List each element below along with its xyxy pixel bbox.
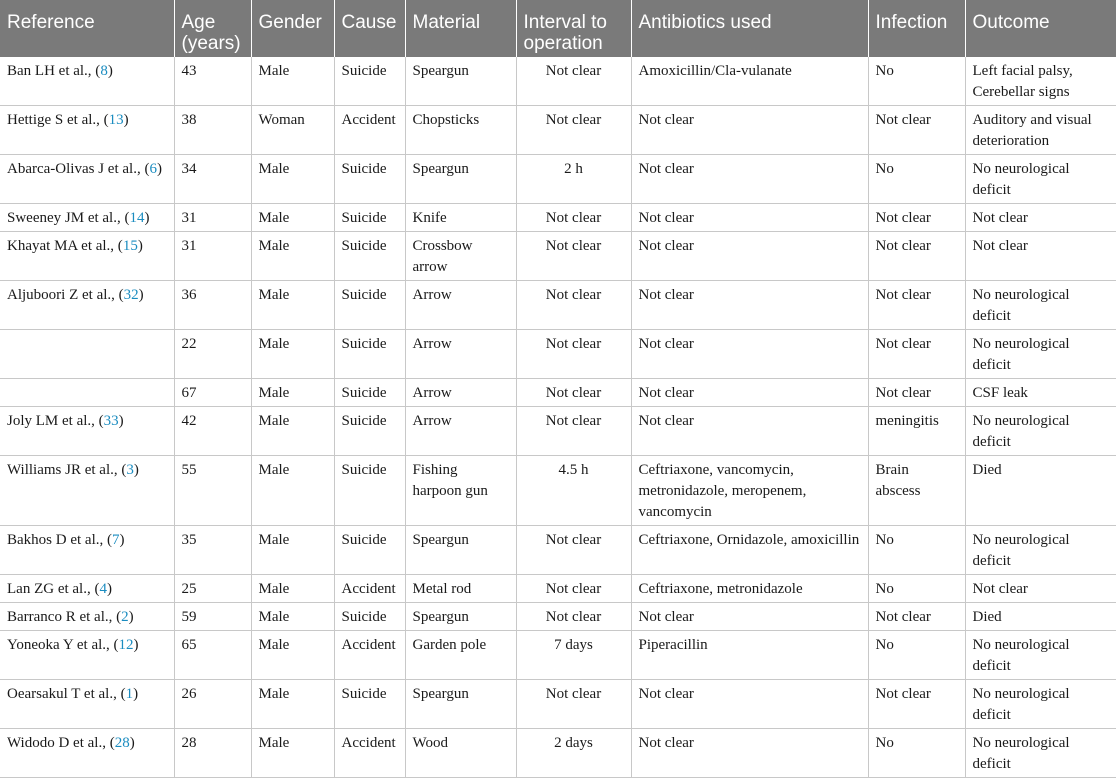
- cell-gender: Male: [251, 526, 334, 575]
- cell-cause: Accident: [334, 729, 405, 778]
- reference-author: Hettige S et al., (: [7, 112, 109, 128]
- header-infection: Infection: [868, 0, 965, 57]
- cell-gender: Male: [251, 281, 334, 330]
- cell-age: 35: [174, 526, 251, 575]
- cell-cause: Suicide: [334, 407, 405, 456]
- cell-outcome: No neurological deficit: [965, 526, 1116, 575]
- cell-cause: Suicide: [334, 680, 405, 729]
- cell-interval: Not clear: [516, 526, 631, 575]
- cell-outcome: No neurological deficit: [965, 631, 1116, 680]
- cell-material: Speargun: [405, 680, 516, 729]
- cell-cause: Suicide: [334, 379, 405, 407]
- cell-material: Speargun: [405, 526, 516, 575]
- cell-outcome: No neurological deficit: [965, 680, 1116, 729]
- table-row: [0, 232, 1116, 281]
- reference-author: Widodo D et al., (: [7, 735, 115, 751]
- cell-antibiotics: Ceftriaxone, metronidazole: [631, 575, 868, 603]
- cell-gender: Male: [251, 603, 334, 631]
- cell-material: Chopsticks: [405, 106, 516, 155]
- cell-material: Arrow: [405, 379, 516, 407]
- table-row: [0, 204, 1116, 232]
- cell-antibiotics: Not clear: [631, 729, 868, 778]
- cell-outcome: Died: [965, 603, 1116, 631]
- cell-material: Knife: [405, 204, 516, 232]
- header-outcome: Outcome: [965, 0, 1116, 57]
- reference-close: ): [144, 210, 150, 226]
- reference-author: Yoneoka Y et al., (: [7, 637, 119, 653]
- cell-material: Metal rod: [405, 575, 516, 603]
- reference-number-link[interactable]: 8: [100, 63, 108, 79]
- reference-close: ): [106, 581, 112, 597]
- reference-close: ): [133, 462, 139, 478]
- cell-antibiotics: Not clear: [631, 379, 868, 407]
- header-interval: Interval to operation: [516, 0, 631, 57]
- cell-gender: Male: [251, 680, 334, 729]
- cell-cause: Accident: [334, 631, 405, 680]
- reference-close: ): [133, 637, 139, 653]
- header-cause: Cause: [334, 0, 405, 57]
- cell-age: 67: [174, 379, 251, 407]
- cell-gender: Male: [251, 330, 334, 379]
- cell-antibiotics: Not clear: [631, 232, 868, 281]
- cell-age: 34: [174, 155, 251, 204]
- cell-antibiotics: Not clear: [631, 281, 868, 330]
- cell-age: 55: [174, 456, 251, 526]
- cell-material: Speargun: [405, 57, 516, 106]
- cell-age: 25: [174, 575, 251, 603]
- reference-author: Oearsakul T et al., (: [7, 686, 126, 702]
- cell-interval: Not clear: [516, 204, 631, 232]
- cell-antibiotics: Not clear: [631, 204, 868, 232]
- reference-close: ): [119, 532, 125, 548]
- cell-outcome: Left facial palsy, Cerebellar signs: [965, 57, 1116, 106]
- cell-gender: Male: [251, 232, 334, 281]
- cell-material: Arrow: [405, 281, 516, 330]
- cell-cause: Suicide: [334, 204, 405, 232]
- reference-author: Barranco R et al., (: [7, 609, 122, 625]
- table-row: [0, 456, 1116, 526]
- cell-material: Garden pole: [405, 631, 516, 680]
- cell-reference: [0, 526, 174, 575]
- cell-infection: No: [868, 631, 965, 680]
- cell-outcome: Died: [965, 456, 1116, 526]
- cell-outcome: Not clear: [965, 575, 1116, 603]
- cell-cause: Accident: [334, 575, 405, 603]
- cell-material: Speargun: [405, 603, 516, 631]
- cell-interval: Not clear: [516, 379, 631, 407]
- cell-age: 42: [174, 407, 251, 456]
- cell-cause: Suicide: [334, 155, 405, 204]
- cell-gender: Male: [251, 631, 334, 680]
- reference-close: ): [118, 413, 124, 429]
- cell-infection: No: [868, 155, 965, 204]
- reference-close: ): [133, 686, 139, 702]
- cell-cause: Suicide: [334, 57, 405, 106]
- cell-age: 31: [174, 232, 251, 281]
- cell-reference: [0, 232, 174, 281]
- cell-gender: Male: [251, 155, 334, 204]
- cell-cause: Suicide: [334, 526, 405, 575]
- cell-age: 28: [174, 729, 251, 778]
- cell-infection: Not clear: [868, 232, 965, 281]
- cell-interval: Not clear: [516, 330, 631, 379]
- cell-cause: Accident: [334, 106, 405, 155]
- cell-antibiotics: Ceftriaxone, Ornidazole, amoxicillin: [631, 526, 868, 575]
- header-age: Age (years): [174, 0, 251, 57]
- cell-age: 26: [174, 680, 251, 729]
- reference-number-link[interactable]: 13: [108, 112, 124, 128]
- table-row: [0, 106, 1116, 155]
- cell-age: 22: [174, 330, 251, 379]
- cell-outcome: No neurological deficit: [965, 407, 1116, 456]
- cell-cause: Suicide: [334, 232, 405, 281]
- cell-antibiotics: Not clear: [631, 680, 868, 729]
- cell-material: Arrow: [405, 330, 516, 379]
- table-row: [0, 575, 1116, 603]
- reference-close: ): [129, 735, 135, 751]
- cell-gender: Woman: [251, 106, 334, 155]
- cell-infection: Not clear: [868, 379, 965, 407]
- cell-interval: Not clear: [516, 106, 631, 155]
- table-row: [0, 526, 1116, 575]
- cell-gender: Male: [251, 407, 334, 456]
- cell-reference: [0, 106, 174, 155]
- reference-close: ): [128, 609, 134, 625]
- cell-interval: Not clear: [516, 281, 631, 330]
- cell-cause: Suicide: [334, 456, 405, 526]
- cell-material: Arrow: [405, 407, 516, 456]
- cell-outcome: No neurological deficit: [965, 330, 1116, 379]
- reference-number-link[interactable]: 2: [121, 609, 129, 625]
- cell-infection: Not clear: [868, 106, 965, 155]
- table-row: [0, 407, 1116, 456]
- reference-number-link[interactable]: 14: [129, 210, 145, 226]
- header-gender: Gender: [251, 0, 334, 57]
- cell-infection: No: [868, 526, 965, 575]
- cell-reference: [0, 407, 174, 456]
- table-row: [0, 680, 1116, 729]
- cell-infection: Not clear: [868, 680, 965, 729]
- reference-number-link[interactable]: 3: [126, 462, 134, 478]
- reference-number-link[interactable]: 33: [103, 413, 119, 429]
- cell-outcome: No neurological deficit: [965, 281, 1116, 330]
- reference-number-link[interactable]: 12: [118, 637, 134, 653]
- reference-author: Williams JR et al., (: [7, 462, 127, 478]
- cell-age: 43: [174, 57, 251, 106]
- reference-number-link[interactable]: 15: [122, 238, 138, 254]
- cell-gender: Male: [251, 204, 334, 232]
- cell-antibiotics: Not clear: [631, 603, 868, 631]
- reference-close: ): [137, 238, 143, 254]
- cell-interval: Not clear: [516, 57, 631, 106]
- cell-reference: [0, 603, 174, 631]
- cell-age: 36: [174, 281, 251, 330]
- cell-antibiotics: Not clear: [631, 106, 868, 155]
- cell-interval: Not clear: [516, 407, 631, 456]
- cell-reference: [0, 729, 174, 778]
- cell-interval: 7 days: [516, 631, 631, 680]
- table-row: [0, 330, 1116, 379]
- reference-number-link[interactable]: 32: [123, 287, 139, 303]
- cell-gender: Male: [251, 379, 334, 407]
- cell-reference: [0, 57, 174, 106]
- reference-number-link[interactable]: 6: [149, 161, 157, 177]
- cell-age: 59: [174, 603, 251, 631]
- cell-antibiotics: Not clear: [631, 407, 868, 456]
- cell-infection: Brain abscess: [868, 456, 965, 526]
- cell-outcome: Not clear: [965, 204, 1116, 232]
- cell-outcome: No neurological deficit: [965, 155, 1116, 204]
- cell-antibiotics: Ceftriaxone, vancomycin, metronidazole, meropenem, vancomycin: [631, 456, 868, 526]
- cell-gender: Male: [251, 575, 334, 603]
- table-row: [0, 57, 1116, 106]
- cell-gender: Male: [251, 57, 334, 106]
- reference-author: Ban LH et al., (: [7, 63, 101, 79]
- cell-reference: [0, 330, 174, 379]
- cell-infection: No: [868, 729, 965, 778]
- cell-interval: Not clear: [516, 603, 631, 631]
- cell-antibiotics: Not clear: [631, 155, 868, 204]
- cell-reference: [0, 456, 174, 526]
- reference-number-link[interactable]: 28: [114, 735, 130, 751]
- table-row: [0, 729, 1116, 778]
- cell-reference: [0, 155, 174, 204]
- cell-cause: Suicide: [334, 281, 405, 330]
- reference-author: Aljuboori Z et al., (: [7, 287, 124, 303]
- reference-close: ): [156, 161, 162, 177]
- cell-interval: Not clear: [516, 680, 631, 729]
- cell-antibiotics: Piperacillin: [631, 631, 868, 680]
- cell-infection: Not clear: [868, 204, 965, 232]
- cell-interval: 4.5 h: [516, 456, 631, 526]
- reference-author: Joly LM et al., (: [7, 413, 104, 429]
- table-row: [0, 155, 1116, 204]
- reference-close: ): [123, 112, 129, 128]
- reference-author: Lan ZG et al., (: [7, 581, 100, 597]
- cell-material: Fishing harpoon gun: [405, 456, 516, 526]
- cell-material: Wood: [405, 729, 516, 778]
- table-row: [0, 379, 1116, 407]
- cell-infection: No: [868, 575, 965, 603]
- cell-outcome: No neurological deficit: [965, 729, 1116, 778]
- cell-outcome: CSF leak: [965, 379, 1116, 407]
- cell-reference: [0, 204, 174, 232]
- cell-reference: [0, 680, 174, 729]
- cell-age: 65: [174, 631, 251, 680]
- cell-age: 31: [174, 204, 251, 232]
- cell-outcome: Not clear: [965, 232, 1116, 281]
- header-material: Material: [405, 0, 516, 57]
- cell-reference: [0, 575, 174, 603]
- cell-cause: Suicide: [334, 330, 405, 379]
- reference-number-link[interactable]: 7: [111, 532, 120, 548]
- cell-gender: Male: [251, 729, 334, 778]
- reference-author: Khayat MA et al., (: [7, 238, 123, 254]
- cell-antibiotics: Amoxicillin/Cla-vulanate: [631, 57, 868, 106]
- reference-number-link[interactable]: 1: [125, 686, 134, 702]
- cell-gender: Male: [251, 456, 334, 526]
- reference-number-link[interactable]: 4: [99, 581, 107, 597]
- cell-interval: 2 h: [516, 155, 631, 204]
- cell-material: Crossbow arrow: [405, 232, 516, 281]
- cell-interval: 2 days: [516, 729, 631, 778]
- table-row: [0, 603, 1116, 631]
- cell-infection: meningitis: [868, 407, 965, 456]
- cell-material: Speargun: [405, 155, 516, 204]
- cell-reference: [0, 281, 174, 330]
- reference-author: Sweeney JM et al., (: [7, 210, 130, 226]
- cell-interval: Not clear: [516, 575, 631, 603]
- table-row: [0, 631, 1116, 680]
- header-reference: Reference: [0, 0, 174, 57]
- cell-reference: [0, 379, 174, 407]
- cell-age: 38: [174, 106, 251, 155]
- cell-infection: Not clear: [868, 330, 965, 379]
- cell-cause: Suicide: [334, 603, 405, 631]
- reference-author: Abarca-Olivas J et al., (: [7, 161, 150, 177]
- cell-interval: Not clear: [516, 232, 631, 281]
- header-row: [0, 0, 1116, 57]
- cell-outcome: Auditory and visual deterioration: [965, 106, 1116, 155]
- reference-close: ): [138, 287, 144, 303]
- cell-infection: Not clear: [868, 603, 965, 631]
- header-antibiotics: Antibiotics used: [631, 0, 868, 57]
- cell-infection: Not clear: [868, 281, 965, 330]
- reference-author: Bakhos D et al., (: [7, 532, 112, 548]
- cell-reference: [0, 631, 174, 680]
- cell-infection: No: [868, 57, 965, 106]
- table-row: [0, 281, 1116, 330]
- cell-antibiotics: Not clear: [631, 330, 868, 379]
- reference-close: ): [107, 63, 113, 79]
